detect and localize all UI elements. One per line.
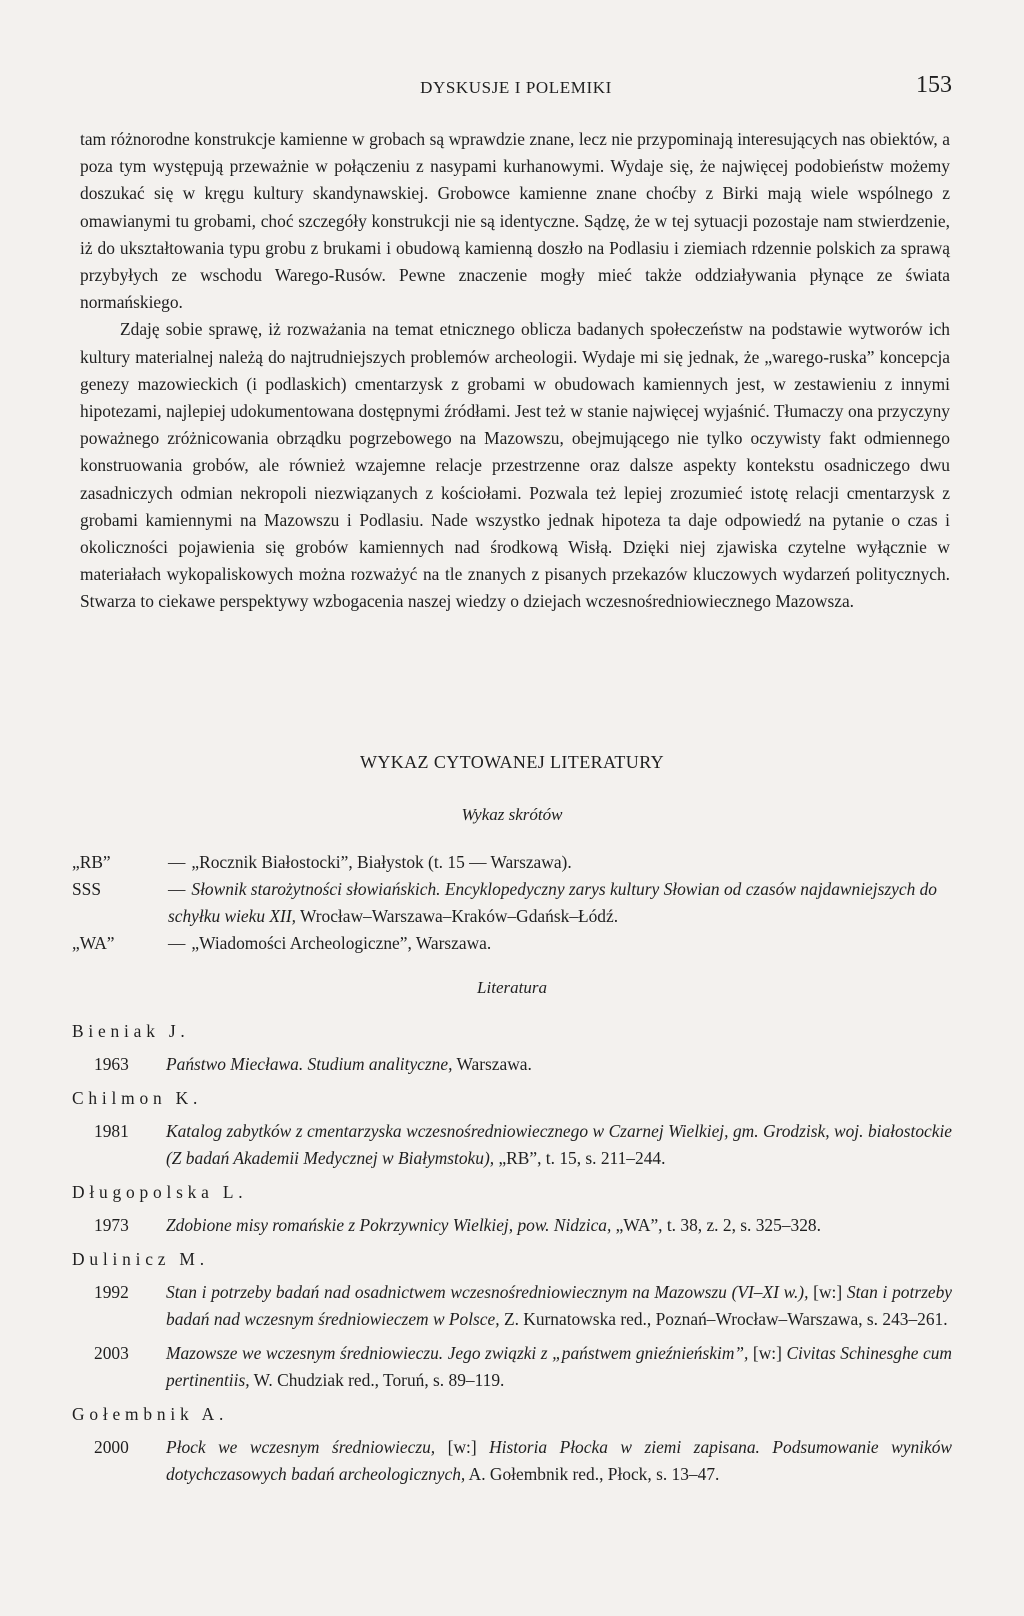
reference-text: [166, 1051, 952, 1078]
abbreviation-text: „Rocznik Białostocki”, Białystok (t. 15 — Warszawa).: [191, 852, 572, 872]
reference-year: 1973: [94, 1215, 129, 1235]
reference-author: Bieniak J.: [72, 1021, 190, 1041]
reference-title-2: Historia Płocka w ziemi zapisana. Podsumowanie wyników dotychczasowych badań archeologicznych,: [166, 1437, 952, 1484]
reference-entry: [72, 1051, 952, 1078]
reference-text: [166, 1279, 952, 1333]
abbreviation-value: [168, 849, 952, 876]
reference-title: Państwo Miecława. Studium analityczne,: [166, 1054, 453, 1074]
abbreviation-key: „RB”: [72, 852, 111, 872]
abbreviations-heading: Wykaz skrótów: [461, 805, 563, 824]
reference-rest: Z. Kurnatowska red., Poznań–Wrocław–Warszawa, s. 243–261.: [499, 1309, 948, 1329]
reference-title: Płock we wczesnym średniowieczu,: [166, 1437, 436, 1457]
reference-entry: [72, 1118, 952, 1172]
reference-title: Mazowsze we wczesnym średniowieczu. Jego związki z „państwem gnieźnieńskim”,: [166, 1343, 749, 1363]
paragraph-1: tam różnorodne konstrukcje kamienne w grobach są wprawdzie znane, lecz nie przypominają interesujących nas obiektów, a poza tym występują przeważnie w połączeniu z nasypami kurhanowymi. Wydaje się, że najwięcej podobieństw możemy doszukać się w kręgu kultury skandynawskiej. Grobowce kamienne znane choćby z Birki mają wiele wspólnego z omawianymi tu grobami, choć szczegóły konstrukcji nie są identyczne. Sądzę, że w tej sytuacji pozostaje nam stwierdzenie, iż do ukształtowania typu grobu z brukami i obudową kamienną doszło na Podlasiu i ziemiach rdzennie polskich za sprawą przybyłych ze wschodu Warego-Rusów. Pewne znaczenie mogły mieć także oddziaływania płynące ze świata normańskiego.: [80, 129, 950, 313]
body-text: [80, 126, 950, 616]
abbreviation-dash: —: [168, 933, 186, 953]
abbreviations-list: [72, 849, 952, 957]
reference-title: Stan i potrzeby badań nad osadnictwem wczesnośredniowiecznym na Mazowszu (VI–XI w.),: [166, 1282, 809, 1302]
reference-title-2: Stan i potrzeby badań nad wczesnym średniowieczem w Polsce,: [166, 1282, 953, 1329]
running-title: DYSKUSJE I POLEMIKI: [420, 78, 612, 97]
reference-text: [166, 1212, 952, 1239]
abbreviation-row: [72, 849, 952, 876]
bibliography-heading: WYKAZ CYTOWANEJ LITERATURY: [359, 752, 665, 772]
page-number: 153: [916, 72, 952, 98]
reference-entry: [72, 1340, 952, 1394]
abbreviation-value: [168, 876, 952, 930]
reference-text: [166, 1118, 952, 1172]
reference-year: 2000: [94, 1437, 129, 1457]
reference-author: Chilmon K.: [72, 1088, 203, 1108]
abbreviation-key: SSS: [72, 879, 102, 899]
reference-rest: W. Chudziak red., Toruń, s. 89–119.: [249, 1370, 505, 1390]
paragraph-2: Zdaję sobie sprawę, iż rozważania na temat etnicznego oblicza badanych społeczeństw na podstawie wytworów ich kultury materialnej należą do najtrudniejszych problemów archeologii. Wydaje mi się jednak, że „warego-ruska” koncepcja genezy mazowieckich (i podlaskich) cmentarzysk z grobami w obudowach kamiennych jest, w zestawieniu z innymi hipotezami, najlepiej udokumentowana dostępnymi źródłami. Jest też w stanie najwięcej wyjaśnić. Tłumaczy ona przyczyny poważnego zróżnicowania obrządku pogrzebowego na Mazowszu, obejmującego nie tylko oczywisty fakt odmiennego konstruowania grobów, ale również wzajemne relacje przestrzenne oraz dalsze aspekty kontekstu osadniczego dwu zasadniczych odmian nekropoli niezwiązanych z kościołami. Pozwala też lepiej zrozumieć istotę relacji cmentarzysk z grobami kamiennymi na Mazowszu i Podlasiu. Nade wszystko jednak hipoteza ta daje odpowiedź na pytanie o czas i okoliczności pojawienia się grobów kamiennych nad środkową Wisłą. Dzięki niej zjawiska czytelne wyłącznie w materiałach wykopaliskowych można rozważyć na tle znanych z pisanych przekazów kluczowych wydarzeń politycznych. Stwarza to ciekawe perspektywy wzbogacenia naszej wiedzy o dziejach wczesnośredniowiecznego Mazowsza.: [80, 319, 950, 612]
reference-rest: A. Gołembnik red., Płock, s. 13–47.: [465, 1464, 720, 1484]
abbreviation-row: [72, 930, 952, 957]
running-head: [80, 72, 952, 106]
reference-title-2: Civitas Schinesghe cum pertinentiis,: [166, 1343, 952, 1390]
reference-year: 1992: [94, 1282, 129, 1302]
reference-text: [166, 1340, 952, 1394]
abbreviation-text: Wrocław–Warszawa–Kraków–Gdańsk–Łódź.: [295, 906, 619, 926]
reference-author: Gołembnik A.: [72, 1404, 229, 1424]
reference-entry: [72, 1212, 952, 1239]
reference-year: 2003: [94, 1343, 129, 1363]
reference-year: 1981: [94, 1121, 129, 1141]
reference-author: Długopolska L.: [72, 1182, 248, 1202]
reference-entry: [72, 1279, 952, 1333]
abbreviation-row: [72, 876, 952, 930]
reference-mid: „RB”, t. 15, s. 211–244.: [494, 1148, 666, 1168]
references-list: [72, 1018, 952, 1495]
reference-year: 1963: [94, 1054, 129, 1074]
reference-mid: [w:]: [808, 1282, 847, 1302]
reference-title: Katalog zabytków z cmentarzyska wczesnośredniowiecznego w Czarnej Wielkiej, gm. Grodzisk, woj. białostockie (Z badań Akademii Medycznej w Białymstoku),: [166, 1121, 952, 1168]
reference-mid: [w:]: [435, 1437, 490, 1457]
abbreviation-italic: Słownik starożytności słowiańskich. Encyklopedyczny zarys kultury Słowian od czasów najdawniejszych do schyłku wieku XII,: [168, 879, 938, 926]
abbreviation-dash: —: [168, 852, 186, 872]
reference-entry: [72, 1434, 952, 1488]
literature-heading: Literatura: [477, 978, 547, 997]
reference-title: Zdobione misy romańskie z Pokrzywnicy Wielkiej, pow. Nidzica,: [166, 1215, 612, 1235]
reference-text: [166, 1434, 952, 1488]
abbreviation-text: „Wiadomości Archeologiczne”, Warszawa.: [191, 933, 492, 953]
reference-mid: [w:]: [748, 1343, 787, 1363]
reference-author: Dulinicz M.: [72, 1249, 209, 1269]
abbreviation-key: „WA”: [72, 933, 115, 953]
reference-mid: „WA”, t. 38, z. 2, s. 325–328.: [611, 1215, 821, 1235]
reference-mid: Warszawa.: [452, 1054, 532, 1074]
abbreviation-dash: —: [168, 879, 186, 899]
abbreviation-value: [168, 930, 952, 957]
